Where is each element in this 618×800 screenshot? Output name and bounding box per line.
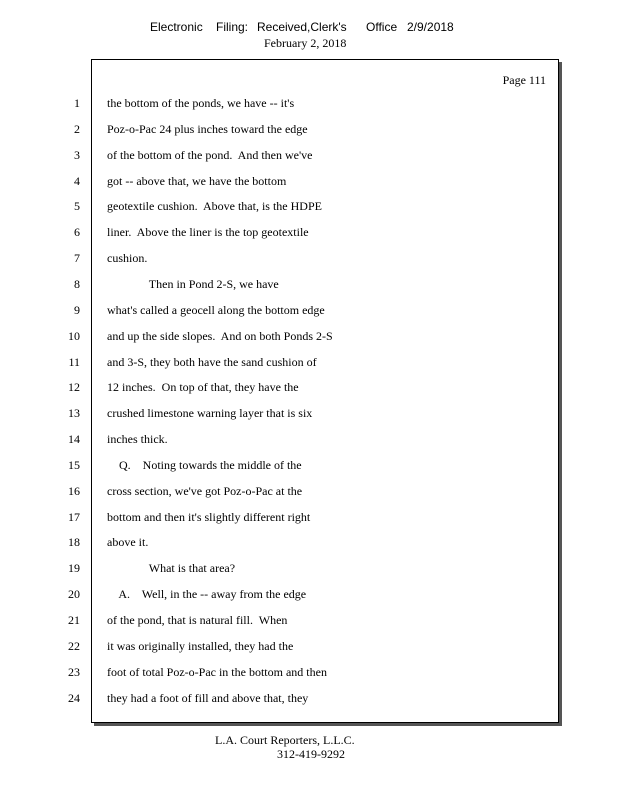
line-text: above it.: [107, 535, 149, 549]
line-text: 12 inches. On top of that, they have the: [107, 380, 299, 394]
header-word-electronic: Electronic: [150, 20, 203, 34]
line-number: 22: [68, 639, 80, 653]
line-number: 4: [74, 174, 80, 188]
header-word-received: Received,Clerk's: [257, 20, 347, 34]
line-text: it was originally installed, they had the: [107, 639, 294, 653]
line-text: Then in Pond 2-S, we have: [107, 277, 279, 291]
line-text: bottom and then it's slightly different right: [107, 510, 311, 524]
line-number: 11: [68, 355, 80, 369]
header-word-office: Office: [366, 20, 398, 34]
line-number: 20: [68, 587, 80, 601]
line-text: of the bottom of the pond. And then we've: [107, 148, 313, 162]
line-text: of the pond, that is natural fill. When: [107, 613, 288, 627]
line-number: 13: [68, 406, 80, 420]
line-text: and 3-S, they both have the sand cushion of: [107, 355, 317, 369]
line-number: 15: [68, 458, 80, 472]
line-text: they had a foot of fill and above that, they: [107, 691, 309, 705]
line-text: and up the side slopes. And on both Ponds 2-S: [107, 329, 333, 343]
header-word-date: 2/9/2018: [407, 20, 454, 34]
line-number: 19: [68, 561, 80, 575]
line-number: 23: [68, 665, 80, 679]
line-text: What is that area?: [107, 561, 236, 575]
line-number: 8: [74, 277, 80, 291]
line-number: 17: [68, 510, 80, 524]
line-text: the bottom of the ponds, we have -- it's: [107, 96, 295, 110]
line-number: 12: [68, 380, 80, 394]
line-text: got -- above that, we have the bottom: [107, 174, 287, 188]
footer-company: L.A. Court Reporters, L.L.C.: [215, 733, 355, 747]
line-text: Q. Noting towards the middle of the: [107, 458, 302, 472]
line-text: cushion.: [107, 251, 148, 265]
line-number: 21: [68, 613, 80, 627]
line-number: 3: [74, 148, 80, 162]
line-number: 1: [74, 96, 80, 110]
line-text: A. Well, in the -- away from the edge: [107, 587, 307, 601]
line-text: geotextile cushion. Above that, is the HDPE: [107, 199, 322, 213]
page-number: Page 111: [502, 73, 546, 87]
header-date: February 2, 2018: [264, 36, 347, 50]
line-text: liner. Above the liner is the top geotextile: [107, 225, 309, 239]
line-number: 14: [68, 432, 80, 446]
line-text: Poz-o-Pac 24 plus inches toward the edge: [107, 122, 308, 136]
header-word-filing: Filing:: [216, 20, 249, 34]
footer-phone: 312-419-9292: [277, 747, 345, 761]
line-number: 18: [68, 535, 80, 549]
line-number: 5: [74, 199, 80, 213]
line-number: 9: [74, 303, 80, 317]
line-text: inches thick.: [107, 432, 168, 446]
line-number: 24: [68, 691, 80, 705]
line-text: foot of total Poz-o-Pac in the bottom and then: [107, 665, 327, 679]
line-text: what's called a geocell along the bottom edge: [107, 303, 325, 317]
line-text: cross section, we've got Poz-o-Pac at the: [107, 484, 303, 498]
line-number: 16: [68, 484, 80, 498]
line-number: 10: [68, 329, 80, 343]
line-number: 2: [74, 122, 80, 136]
line-number: 6: [74, 225, 80, 239]
filing-header: [0, 20, 618, 60]
line-number: 7: [74, 251, 80, 265]
line-text: crushed limestone warning layer that is six: [107, 406, 313, 420]
